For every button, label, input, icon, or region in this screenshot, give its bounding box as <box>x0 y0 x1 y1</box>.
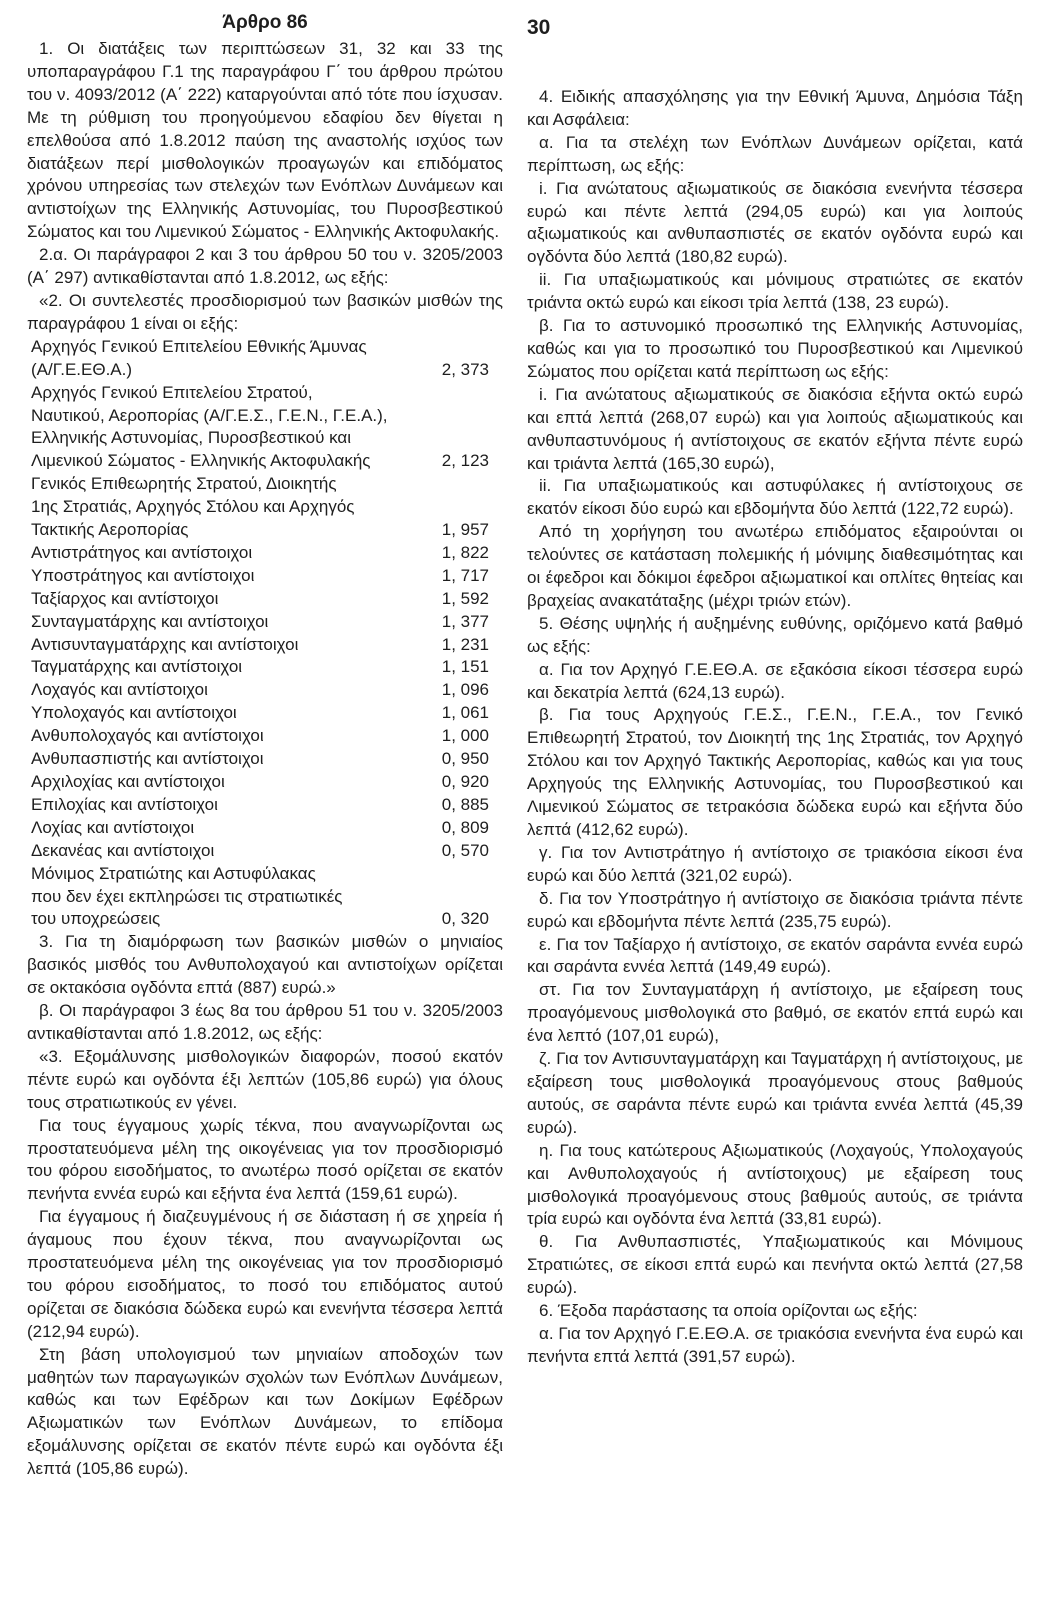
coefficient-value: 1, 151 <box>441 657 489 677</box>
coefficient-rank: Ανθυπασπιστής και αντίστοιχοι <box>31 749 264 769</box>
paragraph-5: 5. Θέσης υψηλής ή αυξημένης ευθύνης, οριζόμενο κατά βαθμό ως εξής: <box>527 613 1023 656</box>
article-title: Άρθρο 86 <box>222 12 308 33</box>
coefficient-row <box>27 840 503 863</box>
paragraph-5st: στ. Για τον Συνταγματάρχη ή αντίστοιχο, με εξαίρεση τους προαγόμενους μισθολογικά στο βαθμό, σε εκατόν επτά ευρώ και ένα λεπτό (107,01 ευρώ), <box>527 980 1023 1046</box>
paragraph-5h: η. Για τους κατώτερους Αξιωματικούς (Λοχαγούς, Υπολοχαγούς και Ανθυπολοχαγούς ή αντίστοιχους) με εξαίρεση τους μισθολογικά προαγόμενους στους βαθμούς αυτούς, σε τριάντα τρία ευρώ και ογδόντα ένα λεπτά (33,81 ευρώ). <box>527 1140 1023 1229</box>
coefficient-rank: Ταγματάρχης και αντίστοιχοι <box>31 657 243 677</box>
coefficient-rank: Λοχίας και αντίστοιχοι <box>31 817 195 837</box>
paragraph-married: Για τους έγγαμους χωρίς τέκνα, που αναγνωρίζονται ως προστατευόμενα μέλη της οικογένειας για τον προσδιορισμό του φόρου εισοδήματος, το ανωτέρω ποσό ορίζεται σε εκατόν πενήντα εννέα ευρώ και εξήντα ένα λεπτά (159,61 ευρώ). <box>27 1115 503 1204</box>
coefficient-value: 0, 320 <box>441 909 489 929</box>
coefficient-row <box>27 565 503 588</box>
coefficient-value: 1, 000 <box>441 726 489 746</box>
paragraph-4: 4. Ειδικής απασχόλησης για την Εθνική Άμυνα, Δημόσια Τάξη και Ασφάλεια: <box>527 87 1023 129</box>
coefficients-intro: «2. Οι συντελεστές προσδιορισμού των βασικών μισθών της παραγράφου 1 είναι οι εξής: <box>27 290 503 333</box>
paragraph-1: 1. Οι διατάξεις των περιπτώσεων 31, 32 και 33 της υποπαραγράφου Γ.1 της παραγράφου Γ΄ του άρθρου πρώτου του ν. 4093/2012 (Α΄ 222) καταργούνται από τότε που ίσχυσαν. Με τη ρύθμιση του προηγούμενου εδαφίου δεν θίγεται η επελθούσα από 1.8.2012 παύση της αναστολής ισχύος των διατάξεων περί μισθολογικών προαγωγών και επιδόματος χρόνου υπηρεσίας των στελεχών των Ενόπλων Δυνάμεων και αντιστοίχων της Ελληνικής Αστυνομίας, του Πυροσβεστικού Σώματος και του Λιμενικού Σώματος - Ελληνικής Ακτοφυλακής. <box>27 39 503 242</box>
coefficient-rank: Συνταγματάρχης και αντίστοιχοι <box>31 611 269 631</box>
paragraph-5d: δ. Για τον Υποστράτηγο ή αντίστοιχο σε διακόσια τριάντα πέντε ευρώ και εβδομήντα πέντε λεπτά (235,75 ευρώ). <box>527 888 1023 931</box>
paragraph-5th: θ. Για Ανθυπασπιστές, Υπαξιωματικούς και Μόνιμους Στρατιώτες, σε είκοσι επτά ευρώ και πενήντα οκτώ λεπτά (27,58 ευρώ). <box>527 1232 1023 1298</box>
coefficient-value: 0, 920 <box>441 772 489 791</box>
coefficient-row <box>27 725 503 748</box>
coefficient-row <box>27 542 503 565</box>
coefficient-rank: Γενικός Επιθεωρητής Στρατού, Διοικητής 1ης Στρατιάς, Αρχηγός Στόλου και Αρχηγός Τακτικής Αεροπορίας <box>31 474 355 540</box>
coefficient-value: 2, 123 <box>441 451 489 471</box>
coefficient-value: 2, 373 <box>441 359 489 379</box>
coefficient-value: 0, 950 <box>441 749 489 769</box>
coefficient-row <box>27 336 503 382</box>
paragraph-2a: 2.α. Οι παράγραφοι 2 και 3 του άρθρου 50 του ν. 3205/2003 (Α΄ 297) αντικαθίστανται από 1.8.2012, ως εξής: <box>27 245 503 288</box>
coefficient-rank: Μόνιμος Στρατιώτης και Αστυφύλακας που δεν έχει εκπληρώσει τις στρατιωτικές του υποχρεώσεις <box>31 863 343 929</box>
paragraph-5e: ε. Για τον Ταξίαρχο ή αντίστοιχο, σε εκατόν σαράντα εννέα ευρώ και σαράντα εννέα λεπτά (149,49 ευρώ). <box>527 934 1023 977</box>
coefficient-row <box>27 588 503 611</box>
coefficient-value: 1, 377 <box>441 611 489 631</box>
coefficient-row <box>27 656 503 679</box>
paragraph-6a: α. Για τον Αρχηγό Γ.Ε.ΕΘ.Α. σε τριακόσια ενενήντα ένα ευρώ και πενήντα επτά λεπτά (391,57 ευρώ). <box>527 1323 1023 1366</box>
coefficient-value: 1, 822 <box>441 542 489 562</box>
coefficient-rank: Αρχιλοχίας και αντίστοιχοι <box>31 772 225 791</box>
coefficient-rank: Υποστράτηγος και αντίστοιχοι <box>31 565 255 585</box>
paragraph-4-exemption: Από τη χορήγηση του ανωτέρω επιδόματος εξαιρούνται οι τελούντες σε κατάσταση πολεμικής ή μόνιμης διαθεσιμότητας και οι έφεδροι και δόκιμοι έφεδροι αξιωματικοί και οπλίτες θητείας και βραχείας ανακατάταξης (μέχρι τριών ετών). <box>527 522 1023 610</box>
coefficient-rank: Αντισυνταγματάρχης και αντίστοιχοι <box>31 634 299 654</box>
paragraph-4b-ii: ii. Για υπαξιωματικούς και αστυφύλακες ή αντίστοιχους σε εκατόν είκοσι δύο ευρώ και εβδομήντα δύο λεπτά (122,72 ευρώ). <box>527 476 1023 519</box>
coefficient-rank: Δεκανέας και αντίστοιχοι <box>31 840 215 860</box>
paragraph-5z: ζ. Για τον Αντισυνταγματάρχη και Ταγματάρχη ή αντίστοιχους, με εξαίρεση τους μισθολογικά προαγόμενους στους βαθμούς αυτούς, σε σαράντα πέντε ευρώ και τριάντα εννέα λεπτά (45,39 ευρώ). <box>527 1049 1023 1137</box>
coefficient-value: 1, 717 <box>441 565 489 585</box>
page-number: 30 <box>527 16 551 39</box>
coefficient-value: 1, 592 <box>441 588 489 608</box>
coefficient-rank: Υπολοχαγός και αντίστοιχοι <box>31 703 237 723</box>
paragraph-4b-i: i. Για ανώτατους αξιωματικούς σε διακόσια εξήντα οκτώ ευρώ και επτά λεπτά (268,07 ευρώ) και για λοιπούς αξιωματικούς και ανθυπαστυνόμους ή αντίστοιχους σε εκατόν εξήντα πέντε ευρώ και τριάντα λεπτά (165,30 ευρώ), <box>527 384 1023 473</box>
paragraph-5a: α. Για τον Αρχηγό Γ.Ε.ΕΘ.Α. σε εξακόσια είκοσι τέσσερα ευρώ και δεκατρία λεπτά (624,13 ευρώ). <box>527 659 1023 702</box>
coefficient-rank: Ανθυπολοχαγός και αντίστοιχοι <box>31 726 264 746</box>
coefficient-value: 0, 809 <box>441 817 489 837</box>
paragraph-b: β. Οι παράγραφοι 3 έως 8α του άρθρου 51 του ν. 3205/2003 αντικαθίστανται από 1.8.2012, ως εξής: <box>27 1001 503 1043</box>
paragraph-divorced: Για έγγαμους ή διαζευγμένους ή σε διάσταση ή σε χηρεία ή άγαμους που έχουν τέκνα, που αναγνωρίζονται ως προστατευόμενα μέλη της οικογένειας για τον προσδιορισμό του φόρου εισοδήματος, το ποσό του επιδόματος αυτού ορίζεται σε διακόσια δώδεκα ευρώ και ενενήντα τέσσερα λεπτά (212,94 ευρώ). <box>27 1207 503 1341</box>
coefficient-value: 1, 957 <box>441 520 489 540</box>
coefficient-value: 0, 885 <box>441 794 489 814</box>
coefficient-value: 1, 061 <box>441 703 489 723</box>
paragraph-students: Στη βάση υπολογισμού των μηνιαίων αποδοχών των μαθητών των παραγωγικών σχολών των Ενόπλων Δυνάμεων, καθώς και των Εφέδρων και των Δοκίμων Εφέδρων Αξιωματικών των Ενόπλων Δυνάμεων, το επίδομα εξομάλυνσης ορίζεται σε εκατόν πέντε ευρώ και ογδόντα έξι λεπτά (105,86 ευρώ). <box>27 1344 503 1479</box>
coefficient-row <box>27 634 503 657</box>
left-column <box>27 10 503 1481</box>
coefficient-rank: Αρχηγός Γενικού Επιτελείου Στρατού, Ναυτικού, Αεροπορίας (Α/Γ.Ε.Σ., Γ.Ε.Ν., Γ.Ε.Α.), Ελληνικής Αστυνομίας, Πυροσβεστικού και Λιμενικού Σώματος - Ελληνικής Ακτοφυλακής <box>31 382 388 471</box>
paragraph-3: 3. Για τη διαμόρφωση των βασικών μισθών ο μηνιαίος βασικός μισθός του Ανθυπολοχαγού και αντιστοίχων ορίζεται σε οκτακόσια ογδόντα επτά (887) ευρώ.» <box>27 932 503 998</box>
coefficient-rank: Λοχαγός και αντίστοιχοι <box>31 680 208 700</box>
coefficient-row <box>27 473 503 542</box>
paragraph-5b: β. Για τους Αρχηγούς Γ.Ε.Σ., Γ.Ε.Ν., Γ.Ε.Α., τον Γενικό Επιθεωρητή Στρατού, τον Διοικητή της 1ης Στρατιάς, τον Αρχηγό Στόλου και τον Αρχηγό Τακτικής Αεροπορίας, καθώς και για τους Αρχηγούς της Ελληνικής Αστυνομίας, του Πυροσβεστικού και Λιμενικού Σώματος σε τετρακόσια δώδεκα ευρώ και εξήντα δύο λεπτά (412,62 ευρώ). <box>527 705 1023 839</box>
coefficient-rank: Αντιστράτηγος και αντίστοιχοι <box>31 542 253 562</box>
right-column <box>527 10 1023 1369</box>
coefficient-row <box>27 382 503 474</box>
coefficient-row <box>27 817 503 840</box>
paragraph-4a-i: i. Για ανώτατους αξιωματικούς σε διακόσια ενενήντα τέσσερα ευρώ και πέντε λεπτά (294,05 ευρώ) και για λοιπούς αξιωματικούς και ανθυπασπιστές σε εκατόν ογδόντα ευρώ και ογδόντα δύο λεπτά (180,82 ευρώ). <box>527 178 1023 267</box>
coefficient-row <box>27 611 503 634</box>
coefficient-rank: Επιλοχίας και αντίστοιχοι <box>31 794 218 814</box>
coefficient-row <box>27 679 503 702</box>
paragraph-4a-ii: ii. Για υπαξιωματικούς και μόνιμους στρατιώτες σε εκατόν τριάντα οκτώ ευρώ και είκοσι τρία λεπτά (138, 23 ευρώ). <box>527 270 1023 313</box>
coefficient-value: 1, 096 <box>441 680 489 700</box>
coefficient-value: 0, 570 <box>441 840 489 860</box>
coefficient-row <box>27 794 503 817</box>
paragraph-4a: α. Για τα στελέχη των Ενόπλων Δυνάμεων ορίζεται, κατά περίπτωση, ως εξής: <box>527 132 1023 175</box>
paragraph-3-quote: «3. Εξομάλυνσης μισθολογικών διαφορών, ποσού εκατόν πέντε ευρώ και ογδόντα έξι λεπτών (105,86 ευρώ) για όλους τους στρατιωτικούς εν γένει. <box>27 1046 503 1112</box>
coefficient-rank: Αρχηγός Γενικού Επιτελείου Εθνικής Άμυνας (Α/Γ.Ε.ΕΘ.Α.) <box>31 336 367 379</box>
paragraph-4b: β. Για το αστυνομικό προσωπικό της Ελληνικής Αστυνομίας, καθώς και για το προσωπικό του Πυροσβεστικού και Λιμενικού Σώματος που ορίζεται κατά περίπτωση ως εξής: <box>527 316 1023 381</box>
coefficient-row <box>27 748 503 771</box>
coefficient-row <box>27 702 503 725</box>
coefficient-rank: Ταξίαρχος και αντίστοιχοι <box>31 588 219 608</box>
coefficient-row <box>27 863 503 932</box>
paragraph-5c: γ. Για τον Αντιστράτηγο ή αντίστοιχο σε τριακόσια είκοσι ένα ευρώ και δύο λεπτά (321,02 ευρώ). <box>527 842 1023 885</box>
coefficient-row <box>27 771 503 794</box>
coefficients-table <box>27 336 503 932</box>
coefficient-value: 1, 231 <box>441 634 489 654</box>
paragraph-6: 6. Έξοδα παράστασης τα οποία ορίζονται ως εξής: <box>539 1301 918 1321</box>
